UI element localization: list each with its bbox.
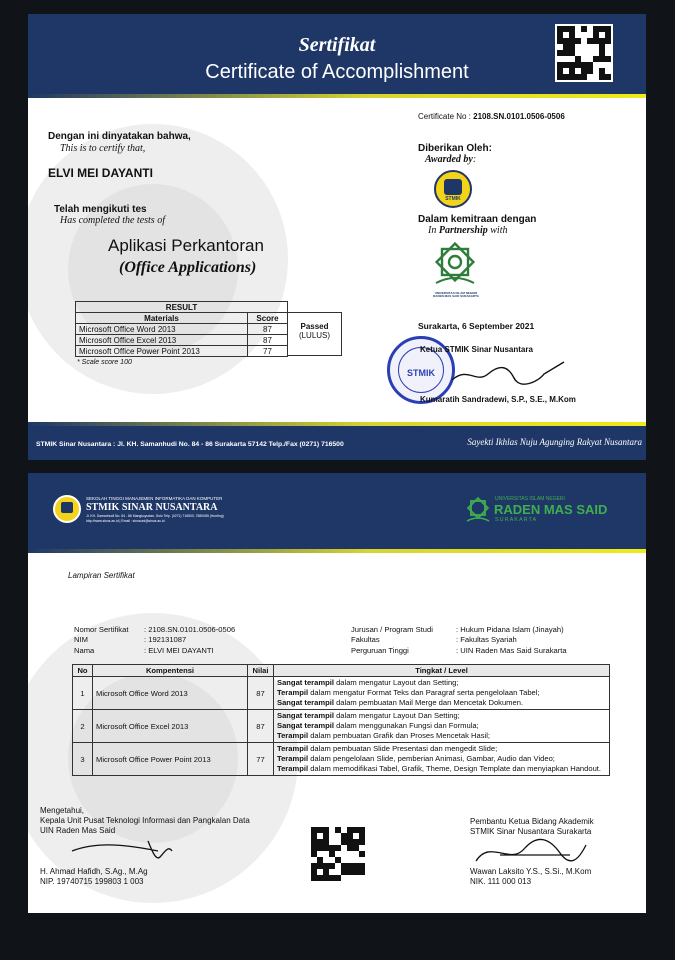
- level-grade: Terampil: [277, 754, 309, 763]
- certificate-appendix-page: [28, 473, 646, 913]
- stmik-logo-text: STMIK: [445, 196, 461, 202]
- level-text: dalam pembuatan Mail Merge dan Mencetak Dokumen.: [333, 698, 524, 707]
- awarded-by-en: [425, 154, 476, 165]
- row-kompetensi: Microsoft Office Excel 2013: [93, 710, 248, 743]
- level-grade: Sangat terampil: [277, 678, 334, 687]
- awarded-by: Diberikan Oleh:: [418, 143, 492, 154]
- level-text: dalam mengatur Layout dan Setting;: [333, 678, 459, 687]
- uin-logo: [430, 239, 482, 301]
- footer-address: STMIK Sinar Nusantara : Jl. KH. Samanhudi No. 84 - 86 Surakarta 57142 Telp./Fax (0271) 716500: [36, 441, 344, 448]
- partner-en-bold: Partnership: [438, 225, 488, 236]
- level-grade: Terampil: [277, 688, 309, 697]
- result-status: Passed: [300, 322, 329, 331]
- info-value: : 2108.SN.0101.0506-0506: [144, 625, 236, 634]
- result-status-box: [287, 312, 342, 356]
- info-value: : 192131087: [144, 635, 187, 644]
- uin-emblem-icon: [430, 239, 482, 287]
- sig-left-line2: Kepala Unit Pusat Teknologi Informasi dan Pangkalan Data: [40, 816, 250, 825]
- partner-statement-en: [428, 225, 507, 236]
- certificate-title: Certificate of Accomplishment: [205, 61, 469, 83]
- level-text: dalam pembuatan Grafik dan Proses Mencetak Hasil;: [308, 731, 491, 740]
- level-grade: Terampil: [277, 731, 309, 740]
- signer-title: Ketua STMIK Sinar Nusantara: [420, 345, 533, 354]
- uin-emblem-icon: [465, 495, 491, 523]
- result-score: 87: [248, 335, 288, 346]
- level-text: dalam pembuatan Slide Presentasi dan mengedit Slide;: [308, 744, 498, 753]
- row-nilai: 87: [248, 710, 274, 743]
- sig-right-line1: Pembantu Ketua Bidang Akademik: [470, 817, 594, 826]
- result-header-score: Score: [248, 313, 288, 324]
- result-score: 87: [248, 324, 288, 335]
- table-row: [73, 677, 610, 710]
- scale-note: * Scale score 100: [77, 359, 132, 366]
- level-grade: Terampil: [277, 764, 309, 773]
- info-label: Nama: [74, 646, 95, 655]
- info-label: NIM: [74, 635, 88, 644]
- place-date: Surakarta, 6 September 2021: [418, 321, 535, 331]
- level-text: dalam menggunakan Fungsi dan Formula;: [333, 721, 479, 730]
- uin-header-top: UNIVERSITAS ISLAM NEGERI: [495, 496, 565, 502]
- stmik-logo: [434, 170, 472, 208]
- stmik-header-web: http://www.sinus.ac.id | Email : sinusuni@sinus.ac.id: [86, 519, 165, 523]
- row-no: 1: [73, 677, 93, 710]
- level-text: dalam mengatur Format Teks dan Paragraf serta pengelolaan Tabel;: [308, 688, 540, 697]
- level-line: [277, 678, 606, 688]
- result-score: 77: [248, 346, 288, 357]
- signer-name: Kumaratih Sandradewi, S.P., S.E., M.Kom: [420, 395, 576, 404]
- info-label: Fakultas: [351, 635, 380, 644]
- result-header-materials: Materials: [76, 313, 248, 324]
- col-header-kompetensi: Kompentensi: [93, 665, 248, 677]
- level-line: [277, 711, 606, 721]
- sig-right-line2: STMIK Sinar Nusantara Surakarta: [470, 827, 592, 836]
- awarded-by-en-colon: :: [472, 154, 477, 165]
- table-row: [76, 324, 288, 335]
- stmik-header-name: STMIK SINAR NUSANTARA: [86, 502, 218, 513]
- tests-statement: Telah mengikuti tes: [54, 204, 147, 215]
- row-levels: [274, 677, 610, 710]
- sig-left-line3: UIN Raden Mas Said: [40, 826, 116, 835]
- table-row: [73, 743, 610, 776]
- row-no: 2: [73, 710, 93, 743]
- sig-right-name: Wawan Laksito Y.S., S.Si., M.Kom: [470, 867, 592, 876]
- info-value: : UIN Raden Mas Said Surakarta: [456, 646, 567, 655]
- stmik-header-address: Jl. KH. Samanhudi No. 84 - 86 Mangkuyudan, Solo Telp. (0271) 716500, 7680085 (Hunting): [86, 514, 224, 518]
- level-line: [277, 731, 606, 741]
- recipient-name: ELVI MEI DAYANTI: [48, 166, 153, 180]
- level-line: [277, 754, 606, 764]
- stmik-logo: [53, 495, 81, 523]
- certify-statement-en: This is to certify that,: [60, 143, 146, 154]
- signature-icon: [68, 837, 178, 867]
- header-stripe: [28, 94, 646, 98]
- partner-en-pre: In: [428, 225, 437, 236]
- table-row: [76, 346, 288, 357]
- signature-icon: [448, 358, 568, 388]
- result-table: [75, 301, 288, 357]
- level-text: dalam mengatur Layout Dan Setting;: [333, 711, 460, 720]
- level-text: dalam pengelolaan Slide, pemberian Animasi, Gambar, Audio dan Video;: [308, 754, 555, 763]
- level-grade: Terampil: [277, 744, 309, 753]
- sig-left-nip: NIP. 19740715 199803 1 003: [40, 877, 144, 886]
- competency-table: [72, 664, 610, 776]
- course-title: Aplikasi Perkantoran: [108, 236, 264, 255]
- info-value: : Hukum Pidana Islam (Jinayah): [456, 625, 564, 634]
- row-levels: [274, 710, 610, 743]
- appendix-header-stripe: [28, 549, 646, 553]
- result-title: RESULT: [76, 302, 288, 313]
- certificate-title-script: Sertifikat: [298, 34, 376, 56]
- info-value: : Fakultas Syariah: [456, 635, 517, 644]
- table-row: [73, 710, 610, 743]
- qr-code: [309, 825, 367, 883]
- row-kompetensi: Microsoft Office Word 2013: [93, 677, 248, 710]
- certificate-number-value: 2108.SN.0101.0506-0506: [473, 112, 565, 121]
- result-status-id: (LULUS): [298, 331, 331, 340]
- info-value: : ELVI MEI DAYANTI: [144, 646, 214, 655]
- certificate-number: [418, 112, 565, 121]
- signature-icon: [470, 835, 590, 869]
- col-header-level: Tingkat / Level: [274, 665, 610, 677]
- row-levels: [274, 743, 610, 776]
- sig-right-nik: NIK. 111 000 013: [470, 877, 532, 886]
- appendix-title: Lampiran Sertifikat: [68, 571, 135, 580]
- row-kompetensi: Microsoft Office Power Point 2013: [93, 743, 248, 776]
- result-material: Microsoft Office Excel 2013: [76, 335, 248, 346]
- footer-motto: Sayekti Ikhlas Nuju Agunging Rakyat Nusantara: [467, 437, 642, 447]
- info-label: Jurusan / Program Studi: [351, 625, 433, 634]
- level-grade: Sangat terampil: [277, 711, 334, 720]
- result-material: Microsoft Office Word 2013: [76, 324, 248, 335]
- info-label: Nomor Sertifikat: [74, 625, 129, 634]
- uin-header-name: RADEN MAS SAID: [494, 502, 608, 517]
- level-line: [277, 688, 606, 698]
- col-header-nilai: Nilai: [248, 665, 274, 677]
- row-nilai: 87: [248, 677, 274, 710]
- certify-statement: Dengan ini dinyatakan bahwa,: [48, 131, 191, 142]
- stmik-header-small: SEKOLAH TINGGI MANAJEMEN INFORMATIKA DAN KOMPUTER: [86, 496, 223, 501]
- seal-text: STMIK: [407, 368, 435, 378]
- certificate-page: [28, 14, 646, 460]
- tests-statement-en: Has completed the tests of: [60, 215, 165, 226]
- uin-logo-text: UNIVERSITAS ISLAM NEGERI RADEN MAS SAID SURAKARTA: [433, 291, 479, 299]
- result-material: Microsoft Office Power Point 2013: [76, 346, 248, 357]
- level-line: [277, 698, 606, 708]
- course-title-en: (Office Applications): [119, 259, 257, 276]
- level-line: [277, 721, 606, 731]
- table-row: [76, 335, 288, 346]
- partner-en-post: with: [490, 225, 508, 236]
- level-text: dalam memodifikasi Tabel, Grafik, Theme, Design Template dan menyiapkan Handout.: [308, 764, 602, 773]
- info-label: Perguruan Tinggi: [351, 646, 409, 655]
- uin-header-city: SURAKARTA: [495, 517, 538, 523]
- sig-left-line1: Mengetahui,: [40, 806, 85, 815]
- level-line: [277, 764, 606, 774]
- col-header-no: No: [73, 665, 93, 677]
- qr-code: [555, 24, 613, 82]
- partner-statement: Dalam kemitraan dengan: [418, 214, 537, 225]
- level-grade: Sangat terampil: [277, 698, 334, 707]
- level-line: [277, 744, 606, 754]
- row-no: 3: [73, 743, 93, 776]
- awarded-by-en-text: Awarded by: [425, 154, 473, 165]
- row-nilai: 77: [248, 743, 274, 776]
- certificate-number-label: Certificate No :: [418, 112, 471, 121]
- level-grade: Sangat terampil: [277, 721, 334, 730]
- sig-left-name: H. Ahmad Hafidh, S.Ag., M.Ag: [40, 867, 148, 876]
